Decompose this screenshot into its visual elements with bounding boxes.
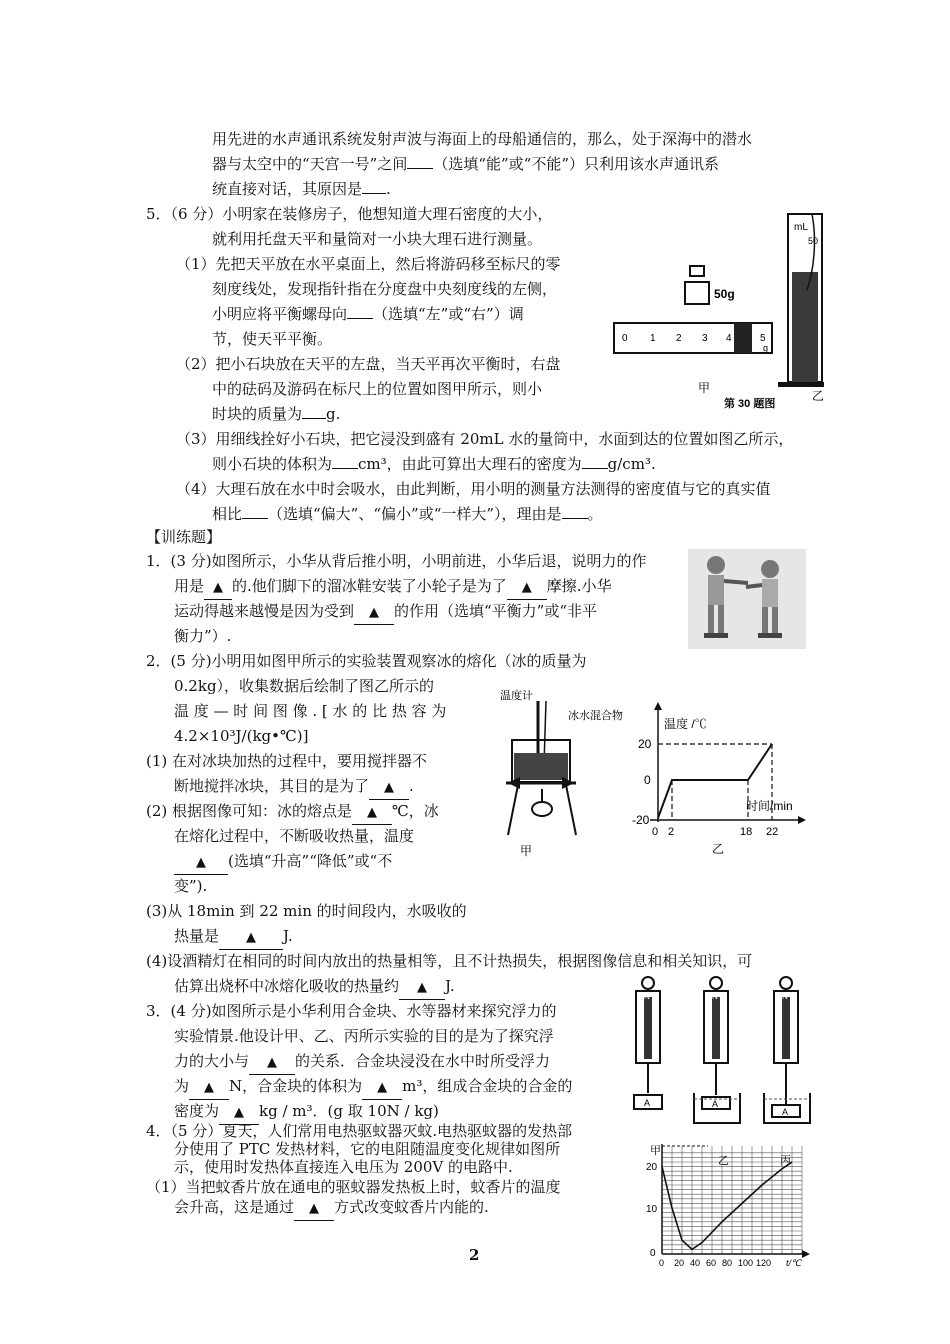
q5-p1-c: 小明应将平衡螺母向 （选填“左”或“右”）调	[212, 305, 524, 323]
svg-text:2: 2	[676, 333, 682, 344]
ptc-resistance-graph	[638, 1140, 820, 1270]
t2-p3-b: 热量是 ▲ J.	[174, 925, 293, 950]
t1-line-d: 衡力”）.	[174, 627, 232, 645]
svg-text:5: 5	[760, 333, 766, 344]
t4-p1-b: 会升高，这是通过 ▲ 方式改变蚊香片内能的.	[174, 1196, 489, 1221]
svg-text:N: N	[712, 992, 718, 1001]
q5-head-2: 就利用托盘天平和量筒对一小块大理石进行测量。	[212, 230, 543, 248]
svg-text:20: 20	[674, 1258, 685, 1268]
svg-text:-20: -20	[632, 813, 650, 827]
svg-text:1: 1	[650, 333, 656, 344]
resistance-curve	[662, 1162, 792, 1249]
svg-text:0: 0	[659, 1258, 665, 1268]
svg-text:A: A	[782, 1107, 789, 1117]
svg-text:0: 0	[650, 1248, 656, 1259]
t2-p1-b: 断地搅拌冰块，其目的是为了 ▲ .	[174, 775, 414, 800]
svg-text:20: 20	[638, 737, 652, 751]
alcohol-lamp	[532, 802, 552, 816]
svg-text:g: g	[763, 343, 769, 353]
t2-line-a: 2．(5 分)小明用如图甲所示的实验装置观察冰的熔化（冰的质量为	[146, 652, 587, 670]
q5-p2-c: 时块的质量为 g.	[212, 405, 341, 423]
t4-line-c: 示，使用时发热体直接连入电压为 200V 的电路中.	[174, 1158, 513, 1176]
svg-text:20: 20	[646, 1162, 658, 1173]
t3-line-e: 密度为 ▲ kg / m³．(g 取 10N / kg)	[174, 1100, 439, 1125]
t1-line-c: 运动得越来越慢是因为受到 ▲ 的作用（选填“平衡力”或“非平	[174, 600, 597, 625]
svg-text:A: A	[644, 1098, 651, 1108]
weight-icon	[685, 266, 709, 304]
svg-text:18: 18	[740, 826, 753, 838]
t3-line-c: 力的大小与 ▲ 的关系．合金块浸没在水中时所受浮力	[174, 1050, 550, 1075]
t1-line-a: 1．(3 分)如图所示，小华从背后推小明，小明前进，小华后退，说明力的作	[146, 552, 647, 570]
scale-bing	[764, 977, 810, 1123]
q5-p2-a: （2）把小石块放在天平的左盘，当天平再次平衡时，右盘	[176, 355, 561, 373]
svg-text:40: 40	[690, 1258, 701, 1268]
svg-text:10: 10	[646, 1204, 658, 1215]
label-jia: 甲	[698, 381, 711, 395]
y-axis-label: 温度 /℃	[664, 717, 707, 731]
svg-text:丙: 丙	[780, 1155, 791, 1167]
x-axis-label: 时间/min	[746, 799, 793, 813]
q5-p1-b: 刻度线处，发现指针指在分度盘中央刻度线的左侧，	[212, 280, 558, 298]
q5-p1-a: （1）先把天平放在水平桌面上，然后将游码移至标尺的零	[176, 255, 561, 273]
svg-text:80: 80	[722, 1258, 733, 1268]
weight-label: 50g	[714, 287, 735, 301]
scale-jia	[634, 977, 662, 1109]
svg-text:0: 0	[644, 773, 651, 787]
t2-p2-b: 在熔化过程中，不断吸收热量，温度	[174, 827, 415, 845]
svg-text:t/℃: t/℃	[786, 1258, 802, 1268]
svg-text:60: 60	[706, 1258, 717, 1268]
t2-p2-d: 变”).	[174, 877, 208, 895]
page-number: 2	[469, 1246, 480, 1264]
q5-head: 5．（6 分）小明家在装修房子，他想知道大理石密度的大小，	[146, 205, 553, 223]
t2-p4-a: (4)设酒精灯在相同的时间内放出的热量相等，且不计热损失，根据图像信息和相关知识，可	[146, 952, 753, 970]
svg-text:50: 50	[808, 236, 819, 246]
t2-line-d: 4.2×10³J/(kg•℃)]	[174, 727, 309, 745]
label-jia: 甲	[520, 844, 533, 858]
q5-p4-a: （4）大理石放在水中时会吸水，由此判断，用小明的测量方法测得的密度值与它的真实值	[176, 480, 771, 498]
t2-p3-a: (3)从 18min 到 22 min 的时间段内，水吸收的	[146, 902, 467, 920]
top-line-3: 统直接对话，其原因是 .	[212, 180, 391, 198]
section-title: 【训练题】	[146, 528, 222, 546]
svg-text:0: 0	[622, 333, 628, 344]
top-line-2: 器与太空中的“天宫一号”之间 （选填“能”或“不能”）只利用该水声通讯系	[212, 155, 720, 173]
svg-text:A: A	[712, 1099, 719, 1109]
spring-scales-figure	[628, 975, 824, 1125]
t4-line-a: 4．（5 分）夏天，人们常用电热驱蚊器灭蚊.电热驱蚊器的发热部	[146, 1122, 573, 1140]
top-line-1: 用先进的水声通讯系统发射声波与海面上的母船通信的，那么，处于深海中的潜水	[212, 130, 753, 148]
scale-yi	[694, 977, 740, 1123]
svg-text:mL: mL	[794, 222, 808, 233]
temperature-time-graph	[630, 700, 810, 860]
svg-text:120: 120	[756, 1258, 772, 1268]
q5-p3-b: 则小石块的体积为 cm³，由此可算出大理石的密度为 g/cm³.	[212, 455, 656, 473]
q5-p1-d: 节，使天平平衡。	[212, 330, 333, 348]
svg-text:22: 22	[766, 826, 779, 838]
t3-line-d: 为 ▲ N，合金块的体积为 ▲ m³，组成合金块的合金的	[174, 1075, 572, 1100]
t1-line-b: 用是 ▲ 的.他们脚下的溜冰鞋安装了小轮子是为了 ▲ 摩擦.小华	[174, 575, 612, 600]
q5-p4-b: 相比 （选填“偏大”、“偏小”或“一样大”），理由是 。	[212, 505, 603, 523]
svg-text:N: N	[644, 992, 650, 1001]
ice-melting-apparatus	[498, 685, 628, 860]
svg-text:3: 3	[702, 333, 708, 344]
t2-line-c: 温 度 — 时 间 图 像 . [ 水 的 比 热 容 为	[174, 702, 447, 720]
t2-p2-c: ▲ (选填“升高”“降低”或“不	[174, 850, 392, 875]
svg-text:100: 100	[738, 1258, 754, 1268]
skaters-illustration	[688, 549, 806, 649]
q5-p3-a: （3）用细线拴好小石块，把它浸没到盛有 20mL 水的量筒中，水面到达的位置如图乙所示，	[176, 430, 794, 448]
thermometer-label: 温度计	[500, 690, 533, 702]
svg-text:4: 4	[726, 333, 732, 344]
t4-p1-a: （1）当把蚊香片放在通电的驱蚊器发热板上时，蚊香片的温度	[146, 1178, 561, 1196]
t2-p2-a: (2) 根据图像可知：冰的熔点是 ▲ ℃，冰	[146, 800, 439, 825]
t3-line-a: 3．(4 分)如图所示是小华利用合金块、水等器材来探究浮力的	[146, 1002, 557, 1020]
t2-line-b: 0.2kg），收集数据后绘制了图乙所示的	[174, 677, 435, 695]
label-yi: 乙	[712, 842, 725, 856]
figure-caption: 第 30 题图	[724, 398, 776, 410]
t2-p4-b: 估算出烧杯中冰熔化吸收的热量约 ▲ J.	[174, 975, 455, 1000]
balance-cylinder-figure	[612, 210, 824, 415]
mixture-label: 冰水混合物	[568, 710, 623, 722]
svg-text:甲: 甲	[650, 1145, 661, 1157]
t4-line-b: 分使用了 PTC 发热材料，它的电阻随温度变化规律如图所	[174, 1140, 561, 1158]
svg-text:0: 0	[652, 826, 659, 838]
q5-p2-b: 中的砝码及游码在标尺上的位置如图甲所示，则小	[212, 380, 543, 398]
svg-text:N: N	[782, 992, 788, 1001]
t3-line-b: 实验情景.他设计甲、乙、丙所示实验的目的是为了探究浮	[174, 1027, 554, 1045]
svg-text:乙: 乙	[718, 1155, 729, 1167]
label-yi: 乙	[812, 389, 824, 403]
svg-text:2: 2	[668, 826, 675, 838]
t2-p1-a: (1) 在对冰块加热的过程中，要用搅拌器不	[146, 752, 428, 770]
